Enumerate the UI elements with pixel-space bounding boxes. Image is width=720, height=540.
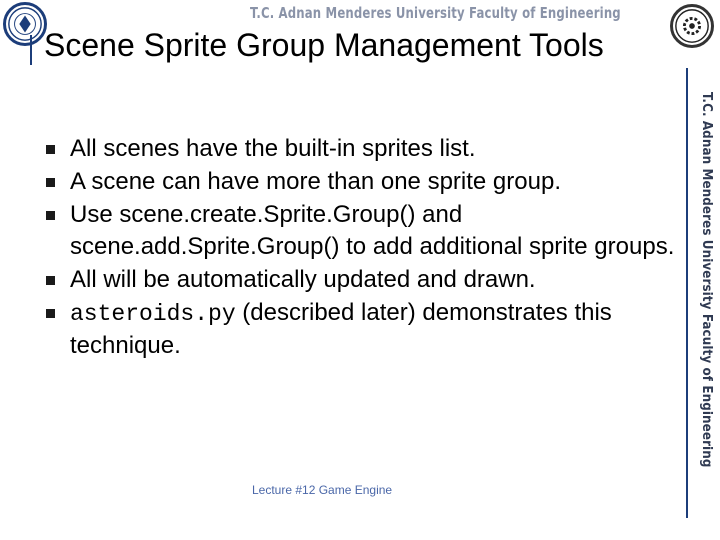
bullet-code: asteroids.py [70,301,236,327]
title-accent-rule [30,35,38,65]
bullet-text: Use scene.create.Sprite.Group() and scene.add.Sprite.Group() to add additional sprite groups. [70,201,675,260]
engineering-faculty-emblem-icon [673,7,711,45]
bullet-item [46,264,676,296]
logo-right [670,4,714,48]
slide-footer: Lecture #12 Game Engine [252,483,393,497]
side-divider-rule [686,68,688,518]
university-seal-icon [6,5,44,43]
university-header-text: T.C. Adnan Menderes University Faculty of Engineering [250,4,621,22]
bullet-text: All will be automatically updated and drawn. [70,266,536,293]
bullet-text: All scenes have the built-in sprites list. [70,135,476,162]
bullet-item [46,297,676,362]
faculty-side-text: T.C. Adnan Menderes University Faculty of Engineering [699,92,714,468]
bullet-list [46,133,676,363]
bullet-item [46,133,676,165]
bullet-text: A scene can have more than one sprite group. [70,168,561,195]
logo-left [3,2,47,46]
slide-title: Scene Sprite Group Management Tools [44,27,604,63]
bullet-text: (described later) demonstrates this technique. [70,299,612,359]
bullet-item [46,166,676,198]
bullet-item [46,199,676,263]
